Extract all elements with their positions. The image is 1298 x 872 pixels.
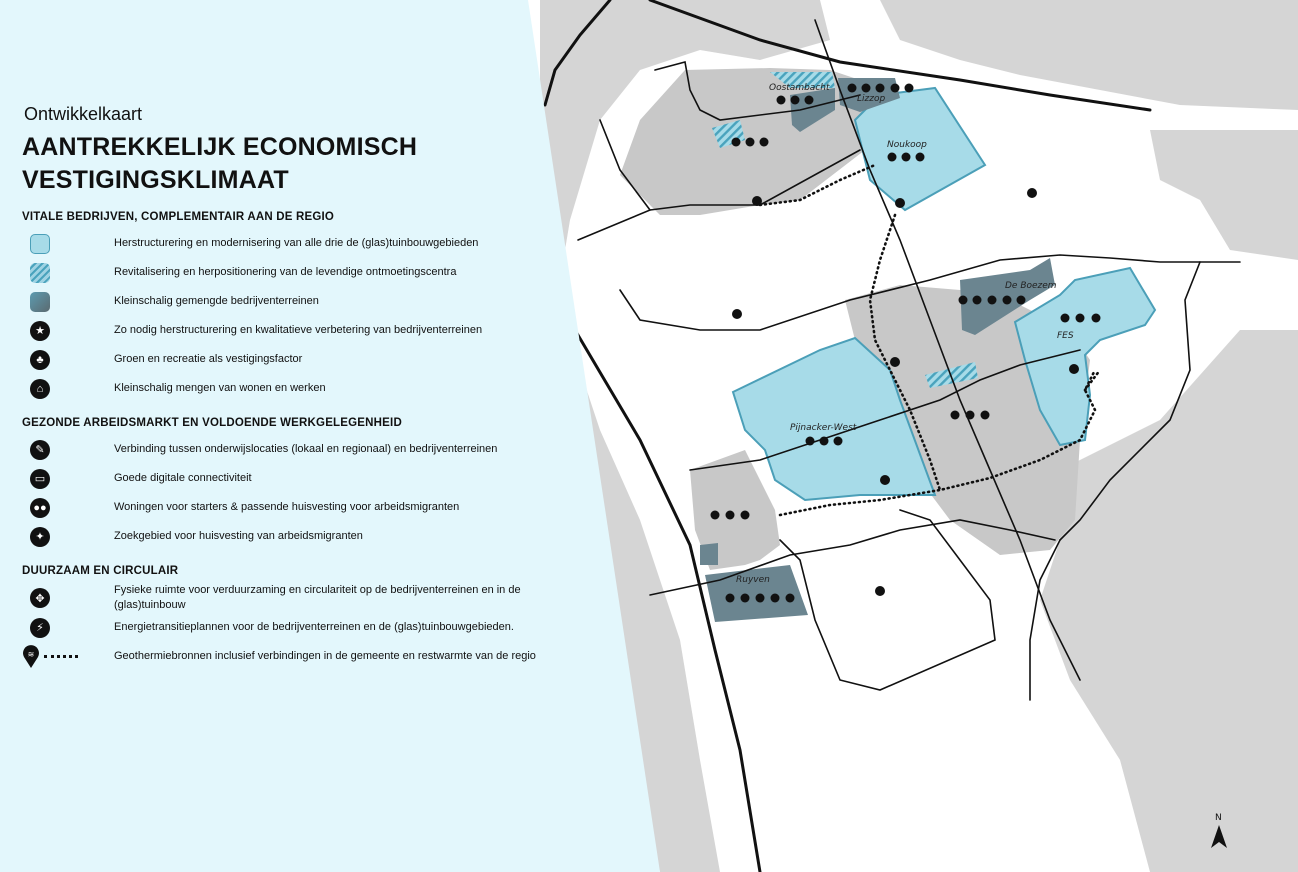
legend-section-title: VITALE BEDRIJVEN, COMPLEMENTAIR AAN DE REGIO [22, 211, 335, 223]
legend-item [22, 613, 542, 642]
legend-item [22, 435, 542, 464]
legend-item [22, 229, 542, 258]
svg-text:N: N [1215, 813, 1222, 823]
legend-item [22, 374, 542, 403]
legend-subtitle: Ontwikkelkaart [24, 104, 143, 124]
teacher-icon: ✎ [22, 438, 58, 462]
legend-item [22, 642, 542, 671]
map-label-pijnacker-west: Pijnacker-West [790, 423, 857, 433]
swatch-dark-blue-grey [22, 290, 58, 314]
map-label-ruyven: Ruyven [736, 575, 770, 585]
star-icon: ★ [22, 319, 58, 343]
map-label-noukoop: Noukoop [887, 140, 927, 150]
legend [22, 104, 542, 671]
tree-icon: ♣ [22, 348, 58, 372]
legend-item [22, 316, 542, 345]
legend-item [22, 258, 542, 287]
legend-item-text: Zoekgebied voor huisvesting van arbeidsmigranten [114, 530, 363, 542]
legend-item [22, 464, 542, 493]
swatch-light-blue [22, 232, 58, 256]
walker-icon: ✦ [22, 525, 58, 549]
map-label-fes: FES [1057, 331, 1074, 341]
arrows-cross-icon: ✥ [22, 586, 58, 610]
legend-title-line-2: VESTIGINGSKLIMAAT [22, 166, 289, 194]
legend-item [22, 345, 542, 374]
legend-item-text: Geothermiebronnen inclusief verbindingen in de gemeente en restwarmte van de regio [114, 650, 536, 662]
laptop-icon: ▭ [22, 467, 58, 491]
legend-item [22, 493, 542, 522]
legend-item [22, 583, 542, 613]
map-label-de-boezem: De Boezem [1005, 281, 1057, 291]
legend-item-text: Herstructurering en modernisering van alle drie de (glas)tuinbouwgebieden [114, 237, 479, 249]
energy-icon: ⚡ [22, 616, 58, 640]
legend-item [22, 287, 542, 316]
legend-item-text: Groen en recreatie als vestigingsfactor [114, 353, 303, 365]
legend-item [22, 522, 542, 551]
legend-item-text: Woningen voor starters & passende huisvesting voor arbeidsmigranten [114, 501, 460, 513]
legend-item-text: Energietransitieplannen voor de bedrijventerreinen en de (glas)tuinbouwgebieden. [114, 621, 514, 633]
svg-text:≋: ≋ [27, 649, 35, 659]
map-label-hub: Lizzop [857, 94, 886, 104]
legend-item-text: Verbinding tussen onderwijslocaties (lokaal en regionaal) en bedrijventerreinen [114, 443, 498, 455]
legend-item-text: Revitalisering en herpositionering van de levendige ontmoetingscentra [114, 266, 457, 278]
legend-section-title: GEZONDE ARBEIDSMARKT EN VOLDOENDE WERKGELEGENHEID [22, 417, 402, 429]
legend-item-text: Fysieke ruimte voor verduurzaming en circulariteit op de bedrijventerreinen en in de (glas)tuinbouw [114, 584, 521, 611]
geothermal-pin-icon [22, 645, 92, 669]
map-label-oostambacht: Oostambacht [769, 83, 830, 93]
legend-sections [22, 211, 542, 671]
legend-item-text: Kleinschalig mengen van wonen en werken [114, 382, 326, 394]
house-icon: ⌂ [22, 377, 58, 401]
legend-item-text: Kleinschalig gemengde bedrijventerreinen [114, 295, 319, 307]
swatch-hatched-blue [22, 261, 58, 285]
legend-section-title: DUURZAAM EN CIRCULAIR [22, 565, 179, 577]
legend-item-text: Zo nodig herstructurering en kwalitatieve verbetering van bedrijventerreinen [114, 324, 483, 336]
legend-title-line-1: AANTREKKELIJK ECONOMISCH [22, 133, 418, 161]
legend-item-text: Goede digitale connectiviteit [114, 472, 252, 484]
people-icon: ●● [22, 496, 58, 520]
